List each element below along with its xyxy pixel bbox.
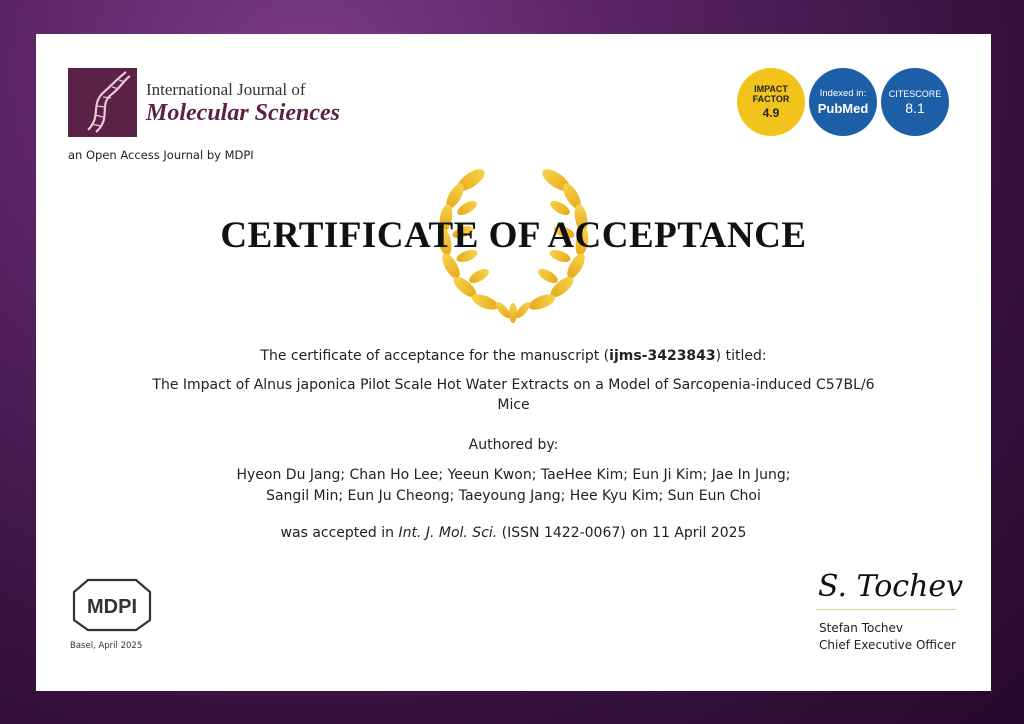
citescore-label: CITESCORE: [888, 88, 942, 99]
certificate-title: CERTIFICATE OF ACCEPTANCE: [220, 215, 807, 256]
signer-role: Chief Executive Officer: [819, 638, 956, 652]
impact-factor-badge: [737, 68, 805, 136]
manuscript-intro: [136, 348, 891, 364]
impact-factor-value: 4.9: [762, 106, 780, 120]
ceo-signature: [814, 560, 964, 610]
acceptance-statement: [136, 525, 891, 541]
signature-line: [816, 609, 956, 610]
mdpi-logo-text: MDPI: [87, 596, 137, 618]
citescore-badge: [881, 68, 949, 136]
place-date: Basel, April 2025: [70, 641, 143, 651]
intro-before: The certificate of acceptance for the manuscript (: [260, 348, 610, 364]
accepted-before: was accepted in: [280, 525, 399, 541]
journal-name-line1: International Journal of: [146, 80, 306, 99]
signature-text: S. Tochev: [818, 569, 964, 604]
manuscript-id: ijms-3423843: [609, 348, 716, 364]
journal-name-line2: Molecular Sciences: [146, 100, 340, 126]
paper-title: The Impact of Alnus japonica Pilot Scale Hot Water Extracts on a Model of Sarcopenia-induced C57BL/6 Mice: [152, 377, 875, 413]
citescore-value: 8.1: [905, 99, 925, 116]
journal-abbrev: Int. J. Mol. Sci.: [398, 525, 498, 541]
certificate-sheet: [36, 34, 991, 691]
authored-by-label: Authored by:: [468, 437, 559, 453]
pubmed-indexed-label: Indexed in:: [819, 88, 867, 99]
open-access-tagline: an Open Access Journal by MDPI: [68, 148, 254, 162]
intro-after: ) titled:: [715, 348, 767, 364]
signer-name: Stefan Tochev: [819, 621, 904, 635]
accepted-after: (ISSN 1422-0067) on 11 April 2025: [497, 525, 747, 541]
author-list: [136, 465, 891, 507]
impact-factor-label: IMPACT FACTOR: [752, 84, 790, 104]
mdpi-logo-icon: [70, 576, 154, 632]
pubmed-name: PubMed: [817, 101, 869, 116]
pubmed-badge: [809, 68, 877, 136]
journal-logo-icon: [68, 68, 137, 137]
authors-line-2: Sangil Min; Eun Ju Cheong; Taeyoung Jang; Hee Kyu Kim; Sun Eun Choi: [266, 488, 761, 504]
authors-line-1: Hyeon Du Jang; Chan Ho Lee; Yeeun Kwon; TaeHee Kim; Eun Ji Kim; Jae In Jung;: [236, 467, 791, 483]
